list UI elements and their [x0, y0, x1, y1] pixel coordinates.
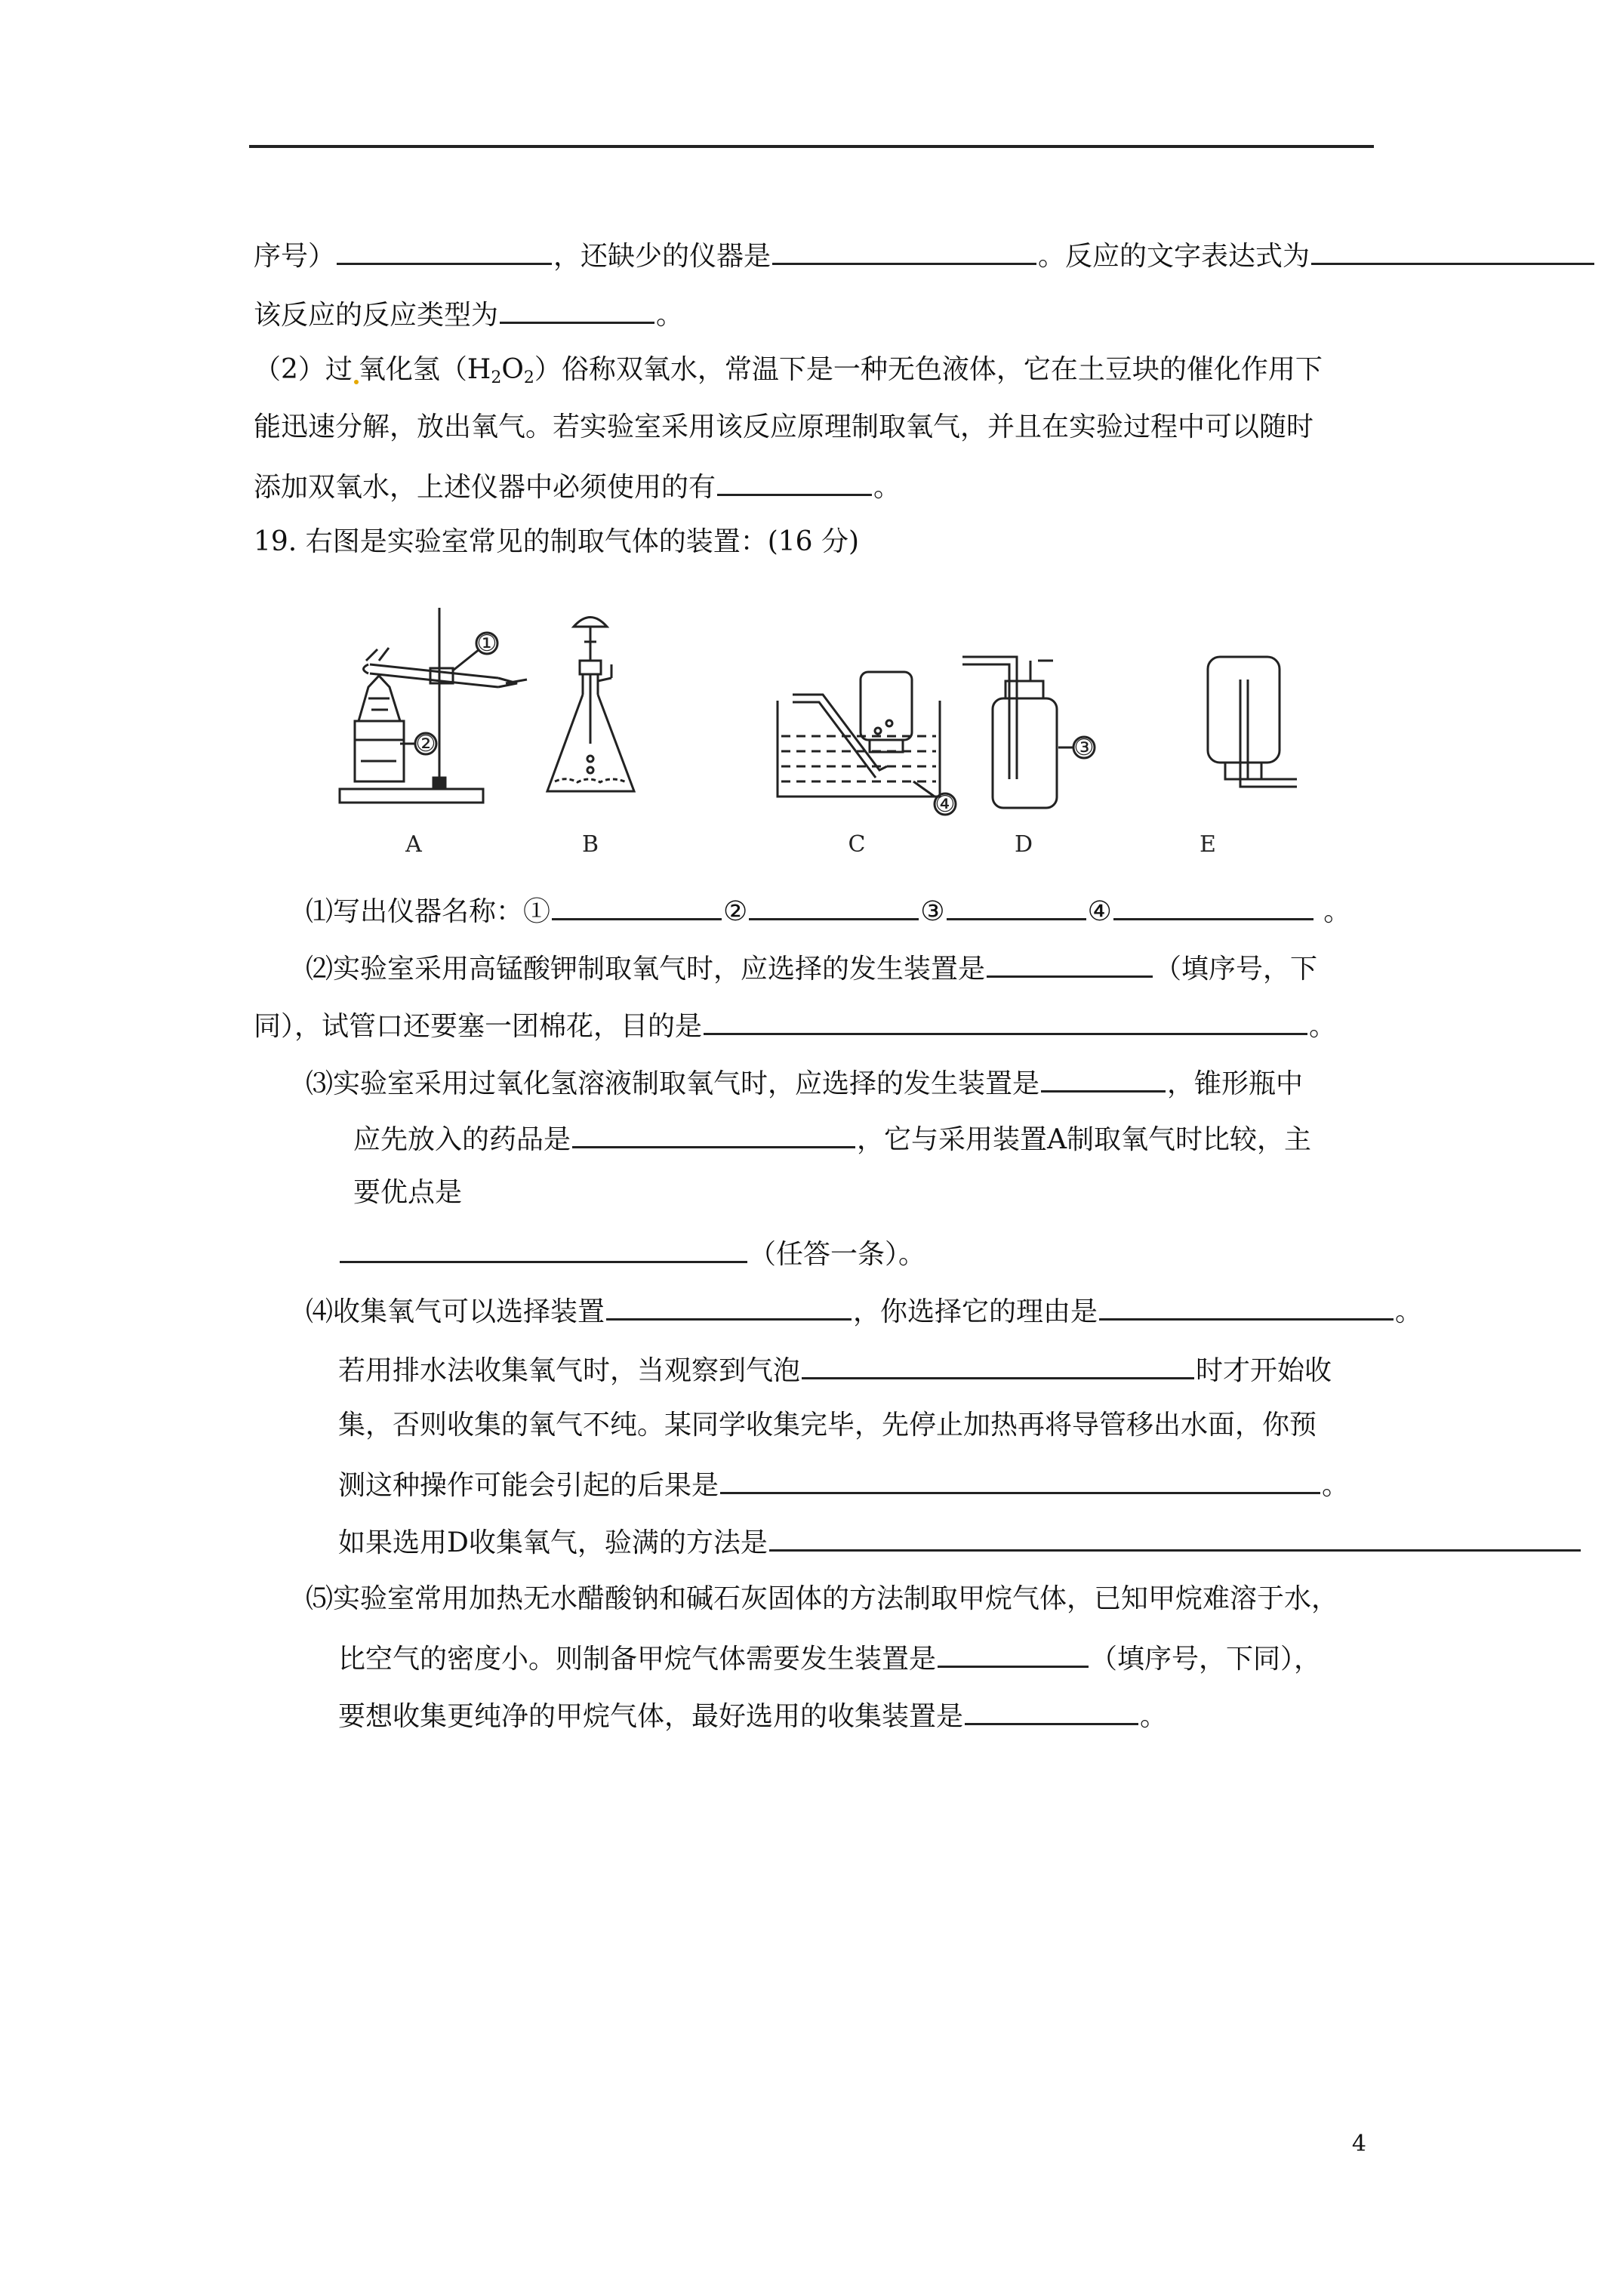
answer-blank[interactable] — [606, 1291, 852, 1321]
apparatus-figure — [325, 589, 1298, 876]
question-5-line-3: 要想收集更纯净的甲烷气体，最好选用的收集装置是 。 — [338, 1696, 1167, 1735]
marker-2: ② — [415, 731, 436, 757]
question-3-line-2: 应先放入的药品是 ，它与采用装置A制取氧气时比较，主 — [353, 1119, 1311, 1158]
question-1: ⑴写出仪器名称：① ② ③ ④ 。 — [306, 891, 1350, 930]
answer-blank[interactable] — [572, 1119, 855, 1148]
marker-4: ④ — [935, 791, 956, 818]
apparatus-d — [962, 657, 1095, 808]
apparatus-label-b: B — [581, 831, 599, 858]
apparatus-label-a: A — [405, 831, 422, 858]
marker-1: ① — [476, 630, 497, 657]
answer-blank[interactable] — [1113, 891, 1313, 920]
answer-blank[interactable] — [938, 1638, 1089, 1668]
answer-blank[interactable] — [1041, 1063, 1166, 1093]
question-3-line-1: ⑶实验室采用过氧化氢溶液制取氧气时，应选择的发生装置是 ，锥形瓶中 — [306, 1063, 1303, 1102]
question-4-line-5: 如果选用D收集氧气，验满的方法是 — [338, 1522, 1582, 1561]
answer-blank[interactable] — [1099, 1291, 1394, 1321]
answer-blank[interactable] — [749, 891, 919, 920]
text-line-5: 添加双氧水，上述仪器中必须使用的有 。 — [254, 467, 901, 506]
text-line-3: （2）过 氧化氢$(H_2O_2)$俗称双氧水，常温下是一种无色液体，它在土豆块的催化作用下 — [254, 354, 1323, 387]
answer-blank[interactable] — [340, 1234, 747, 1263]
question-4-line-3: 集，否则收集的氧气不纯。某同学收集完毕，先停止加热再将导管移出水面，你预 — [338, 1410, 1317, 1441]
text-line-1: 序号） ，还缺少的仪器是 。反应的文字表达式为 — [254, 236, 1596, 275]
page-number: 4 — [1351, 2131, 1366, 2157]
apparatus-c — [778, 672, 956, 815]
answer-blank[interactable] — [704, 1006, 1307, 1035]
answer-blank[interactable] — [965, 1696, 1138, 1725]
answer-blank[interactable] — [769, 1522, 1581, 1552]
answer-blank[interactable] — [720, 1465, 1320, 1494]
answer-blank[interactable] — [987, 948, 1153, 978]
marker-3: ③ — [1073, 735, 1095, 761]
answer-blank[interactable] — [500, 294, 654, 324]
question-19-title: 19. 右图是实验室常见的制取气体的装置：(16 分) — [254, 526, 860, 557]
question-2-line-2: 同），试管口还要塞一团棉花，目的是 。 — [254, 1006, 1336, 1045]
header-rule — [249, 145, 1374, 148]
answer-blank[interactable] — [337, 236, 552, 265]
question-5-line-2: 比空气的密度小。则制备甲烷气体需要发生装置是 （填序号，下同）， — [338, 1638, 1321, 1678]
question-2-line-1: ⑵实验室采用高锰酸钾制取氧气时，应选择的发生装置是 （填序号，下 — [306, 948, 1317, 988]
text-line-4: 能迅速分解，放出氧气。若实验室采用该反应原理制取氧气，并且在实验过程中可以随时 — [254, 411, 1314, 442]
question-4-line-2: 若用排水法收集氧气时，当观察到气泡 时才开始收 — [338, 1350, 1332, 1389]
question-4-line-4: 测这种操作可能会引起的后果是 。 — [338, 1465, 1349, 1504]
answer-blank[interactable] — [717, 467, 872, 496]
text-line-2: 该反应的反应类型为 。 — [254, 294, 683, 334]
question-3-line-3: 要优点是 — [353, 1177, 463, 1208]
apparatus-label-c: C — [848, 831, 866, 858]
apparatus-label-e: E — [1200, 831, 1216, 858]
answer-blank[interactable] — [772, 236, 1036, 265]
apparatus-label-d: D — [1014, 831, 1033, 858]
apparatus-a — [340, 608, 527, 803]
apparatus-b — [547, 618, 634, 792]
apparatus-e — [1208, 657, 1297, 787]
answer-blank[interactable] — [802, 1350, 1194, 1379]
question-3-line-4: （任答一条）。 — [338, 1234, 925, 1273]
answer-blank[interactable] — [552, 891, 722, 920]
answer-blank[interactable] — [947, 891, 1086, 920]
question-5-line-1: ⑸实验室常用加热无水醋酸钠和碱石灰固体的方法制取甲烷气体，已知甲烷难溶于水， — [306, 1583, 1339, 1614]
question-4-line-1: ⑷收集氧气可以选择装置 ，你选择它的理由是 。 — [306, 1291, 1422, 1330]
answer-blank[interactable] — [1311, 236, 1594, 265]
